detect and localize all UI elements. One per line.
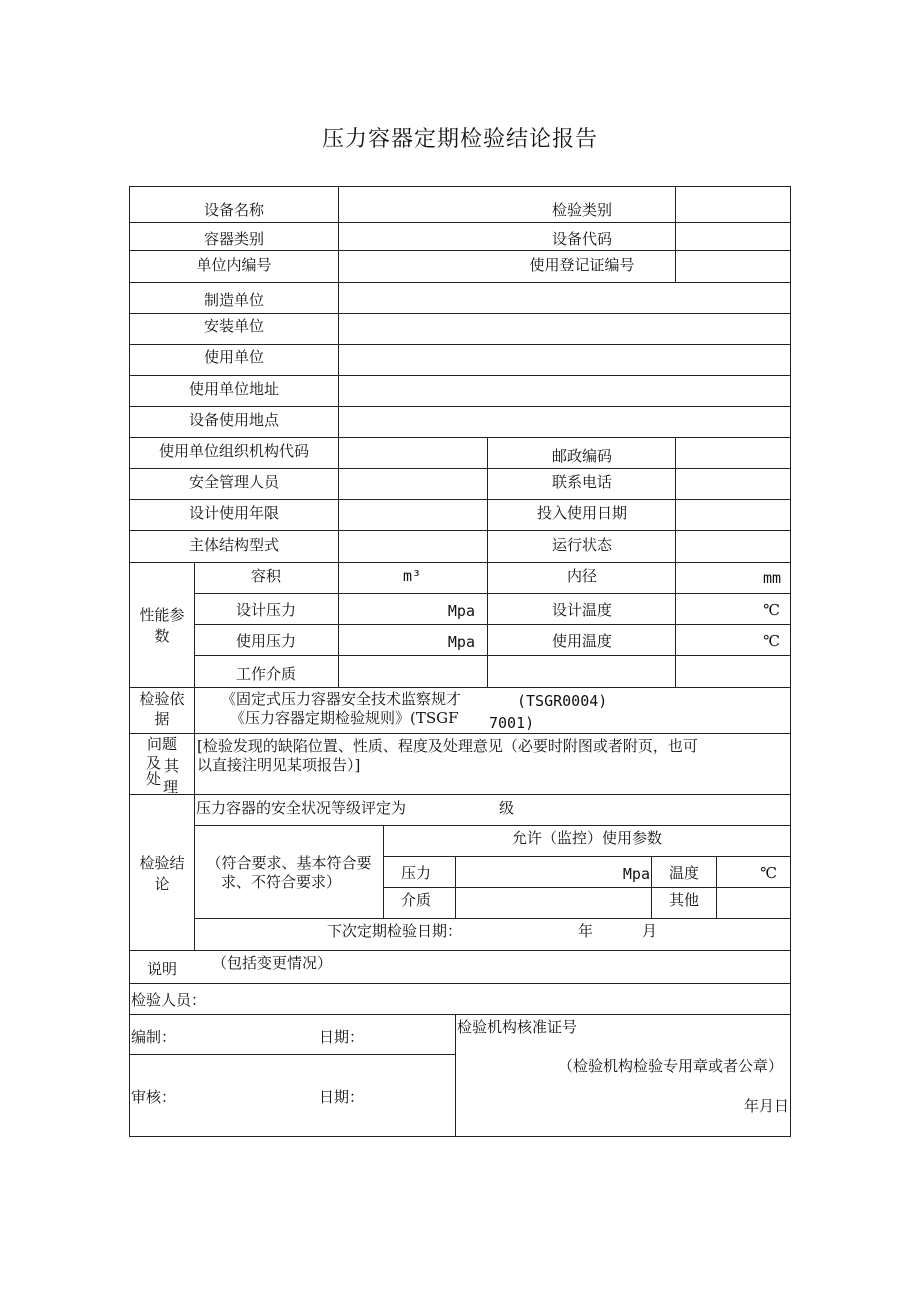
installer-label: 安装单位 (203, 317, 265, 335)
inspection-type-label: 检验类别 (551, 201, 613, 219)
postal-code-label: 邮政编码 (551, 447, 613, 465)
safety-level-label: 压力容器的安全状况等级评定为 (196, 799, 407, 817)
issues-text-line1: [检验发现的缺陷位置、性质、程度及处理意见（必要时附图或者附页，也可 (197, 737, 698, 755)
issues-label-c1: 处 (146, 770, 162, 788)
issues-label-a: 问题 (146, 735, 178, 753)
work-temp-label: 使用温度 (551, 632, 613, 650)
design-temp-unit: ℃ (763, 601, 780, 619)
structure-type-label: 主体结构型式 (188, 536, 280, 554)
ymd-label: 年月日 (743, 1097, 789, 1115)
user-unit-label: 使用单位 (203, 348, 265, 366)
work-pressure-unit: Mpa (447, 633, 475, 651)
registration-no-label: 使用登记证编号 (529, 256, 635, 274)
equipment-name-label: 设备名称 (203, 201, 265, 219)
conclusion-label-line1: 检验结 (139, 854, 185, 872)
conclusion-label-line2: 论 (154, 875, 170, 893)
notes-text: （包括变更情况） (212, 954, 333, 972)
allowed-medium-label: 介质 (400, 891, 432, 909)
work-temp-unit: ℃ (763, 632, 780, 650)
notes-label: 说明 (146, 960, 178, 978)
prepared-label: 编制： (131, 1028, 177, 1046)
seal-label: （检验机构检验专用章或者公章） (557, 1057, 783, 1075)
basis-regulation-2-code: 7001) (489, 714, 535, 732)
work-pressure-label: 使用压力 (235, 632, 297, 650)
operation-status-label: 运行状态 (551, 536, 613, 554)
internal-no-label: 单位内编号 (196, 256, 272, 274)
design-life-label: 设计使用年限 (188, 504, 280, 522)
design-temp-label: 设计温度 (551, 601, 613, 619)
allowed-pressure-unit: Mpa (622, 865, 650, 883)
basis-label-line2: 据 (154, 710, 170, 728)
design-pressure-label: 设计压力 (235, 601, 297, 619)
design-pressure-unit: Mpa (447, 602, 475, 620)
allowed-other-label: 其他 (668, 891, 700, 909)
user-address-label: 使用单位地址 (188, 380, 280, 398)
basis-regulation-2: 《压力容器定期检验规则》(TSGF (230, 709, 459, 727)
medium-label: 工作介质 (235, 665, 297, 683)
allowed-pressure-label: 压力 (400, 864, 432, 882)
requirement-line1: （符合要求、基本符合要 (206, 854, 372, 872)
next-inspection-year: 年 (578, 922, 594, 940)
safety-level-suffix: 级 (499, 799, 515, 817)
org-code-label: 使用单位组织机构代码 (158, 442, 310, 460)
allowed-temp-unit: ℃ (760, 864, 777, 882)
page-title: 压力容器定期检验结论报告 (321, 127, 598, 152)
prepared-date-label: 日期： (319, 1028, 365, 1046)
volume-unit: m³ (402, 567, 422, 585)
basis-regulation-1-code: (TSGR0004) (517, 692, 608, 710)
next-inspection-month: 月 (642, 922, 658, 940)
safety-manager-label: 安全管理人员 (188, 473, 280, 491)
next-inspection-date-label: 下次定期检验日期： (327, 922, 463, 940)
requirement-line2: 求、不符合要求） (220, 873, 342, 891)
issues-label-b2: 其 (164, 757, 180, 775)
issues-label-c2: 理 (163, 778, 179, 796)
issues-text-line2: 以直接注明见某项报告）] (197, 756, 361, 774)
basis-label-line1: 检验依 (139, 690, 185, 708)
basis-regulation-1: 《固定式压力容器安全技术监察规才 (221, 690, 462, 708)
allowed-temp-label: 温度 (668, 864, 700, 882)
approval-no-label: 检验机构核准证号 (457, 1018, 578, 1036)
volume-label: 容积 (250, 567, 282, 585)
equipment-code-label: 设备代码 (551, 230, 613, 248)
allowed-params-label: 允许（监控）使用参数 (511, 829, 663, 847)
use-location-label: 设备使用地点 (188, 411, 280, 429)
manufacturer-label: 制造单位 (203, 291, 265, 309)
inner-diameter-label: 内径 (566, 567, 598, 585)
inspectors-label: 检验人员： (131, 991, 207, 1009)
reviewed-label: 审核： (131, 1088, 177, 1106)
diameter-unit: mm (762, 569, 781, 587)
performance-header-line1: 性能参 (139, 606, 185, 624)
vessel-type-label: 容器类别 (203, 230, 265, 248)
performance-header-line2: 数 (154, 627, 170, 645)
reviewed-date-label: 日期： (319, 1088, 365, 1106)
issues-label-b1: 及 (146, 754, 162, 772)
phone-label: 联系电话 (551, 473, 613, 491)
commission-date-label: 投入使用日期 (536, 504, 628, 522)
